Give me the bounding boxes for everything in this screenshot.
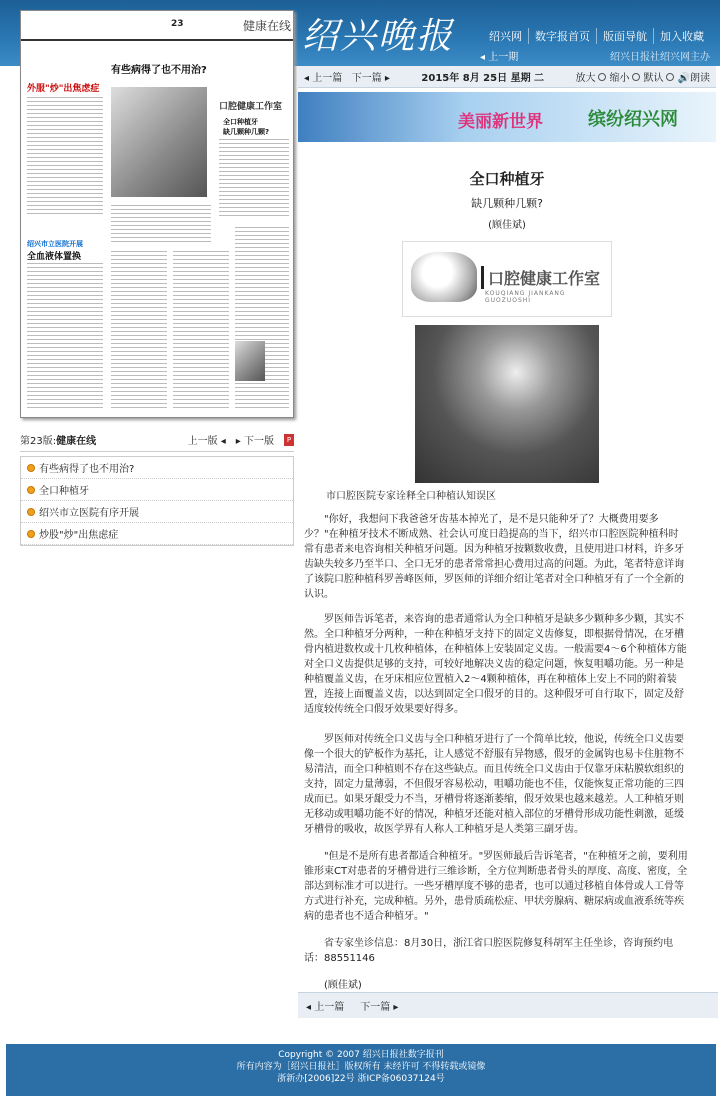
article-paragraph: "你好，我想问下我爸爸牙齿基本掉光了，是不是只能种牙了？大概费用要多少？"在种植牙技术不断成熟、社会认可度日趋提高的当下，绍兴市口腔医院种植科时常有患者来电咨询相关种植牙问题。因为种植牙按颗数收费，且使用进口材料，许多牙齿缺失较多乃至半口、全口无牙的患者常常担心费用过高的问题。为此，笔者特意详询了该院口腔种植科罗善峰医师，罗医师的详细介绍让笔者对全口种植牙有了一个全新的认识。 bbox=[304, 514, 684, 600]
issue-date: 2015年 8月 25日 星期 二 bbox=[421, 73, 545, 84]
thumb-col-sub: 全血液体置换 bbox=[27, 252, 82, 262]
thumb-photo-small bbox=[235, 341, 265, 381]
default-size-label: 默认 bbox=[643, 73, 664, 84]
next-article-label: 下一篇 bbox=[351, 73, 382, 84]
bottom-article-nav bbox=[298, 992, 718, 1018]
next-page-label: 下一版 bbox=[244, 436, 274, 447]
host-text: 绍兴日报社绍兴网主办 bbox=[610, 52, 710, 63]
next-article-link[interactable]: 下一篇 ▸ bbox=[351, 73, 390, 84]
list-item-label: 绍兴市立医院有序开展 bbox=[39, 508, 139, 519]
thumb-box-sub2: 缺几颗种几颗? bbox=[223, 128, 270, 136]
article-title: 全口种植牙 bbox=[469, 170, 545, 188]
nav-link-favorite[interactable]: 加入收藏 bbox=[653, 28, 710, 44]
thumb-text-block bbox=[235, 227, 289, 411]
bottom-next-link[interactable]: 下一篇 ▸ bbox=[360, 1002, 399, 1013]
zoom-in-button[interactable] bbox=[576, 69, 606, 84]
list-item[interactable] bbox=[21, 479, 293, 501]
studio-pinyin: KOUQIANG JIANKANG GUOZUOSHI bbox=[485, 290, 566, 304]
prev-article-label: 上一篇 bbox=[312, 73, 343, 84]
default-icon bbox=[666, 73, 674, 81]
list-item-label: 全口种植牙 bbox=[39, 486, 89, 497]
zoom-in-label: 放大 bbox=[575, 73, 596, 84]
list-item-label: 有些病得了也不用治? bbox=[39, 464, 135, 475]
page-bar-label: 第23版: bbox=[20, 436, 57, 447]
date-bar bbox=[298, 66, 716, 88]
list-item-label: 炒股"炒"出焦虑症 bbox=[39, 530, 119, 541]
list-item[interactable] bbox=[21, 457, 293, 479]
article-subtitle: 缺几颗种几颗? bbox=[471, 197, 543, 210]
article-list bbox=[20, 456, 294, 546]
list-item[interactable] bbox=[21, 523, 293, 545]
zoom-out-icon bbox=[632, 73, 640, 81]
site-footer bbox=[6, 1044, 716, 1096]
datebar-nav bbox=[304, 69, 390, 84]
article-photo bbox=[415, 325, 599, 483]
site-logo: 绍兴晚报 bbox=[302, 16, 455, 57]
thumb-text-block bbox=[111, 205, 211, 245]
article-paragraph: "但是不是所有患者都适合种植牙。"罗医师最后告诉笔者，"在种植牙之前，要利用锥形束CT对患者的牙槽骨进行三维诊断，全方位判断患者骨头的厚度、高度、密度，全部达到标准才可以进行。一些牙槽厚度不够的患者，也可以通过移植自体骨或人工骨等方式进行补充，完成种植。另外，患骨质疏松症、甲状旁腺病、糖尿病或血液系统等疾病的患者也不适合种植牙。" bbox=[304, 851, 688, 922]
thumb-text-block bbox=[27, 263, 103, 411]
pdf-icon[interactable]: P bbox=[284, 434, 294, 446]
article-paragraph: 罗医师告诉笔者，来咨询的患者通常认为全口种植牙是缺多少颗种多少颗，其实不然。全口种植牙分两种，一种在种植牙支持下的固定义齿修复，即根据骨情况，在牙槽骨内植进数枚或十几枚种植体，在种植体上安装固定义齿。一般需要4～6个种植体方能对全口义齿提供足够的支持，可较好地解决义齿的稳定问题，恢复咀嚼功能。另一种是种植覆盖义齿，在牙床相应位置植入2～4颗种植体，再在种植体上安上不同的附着装置，连接上面覆盖义齿，以达到固定全口假牙的目的。这种假牙可自行取下，固定及舒适度较传统全口假牙效果要好得多。 bbox=[304, 614, 687, 715]
article-paragraph: 罗医师对传统全口义齿与全口种植牙进行了一个简单比较，他说，传统全口义齿要像一个很大的铲板作为基托，让人感觉不舒服有异物感，假牙的金属钩也易卡住脏物不易清洁，而全口种植则不存在这些缺点。而且传统全口义齿由于仅靠牙床粘膜软组织的支持，固定力量薄弱，不但假牙容易松动，咀嚼功能也不佳，仅能恢复正常功能的三四成而已。如果牙龈受力不当，牙槽骨将逐渐萎缩，假牙效果也越来越差。人工种植牙则无移动或咀嚼功能不好的情况，种植牙还能对植入部位的牙槽骨形成功能性刺激，延缓牙槽骨的吸收，故医学界有人称人工种植牙是人类第三副牙齿。 bbox=[304, 734, 684, 835]
thumb-headline-2: 外服"炒"出焦虑症 bbox=[27, 84, 100, 94]
next-page-link[interactable]: ▸ 下一版 bbox=[235, 436, 274, 447]
bullet-icon bbox=[27, 530, 35, 538]
prev-issue-label: 上一期 bbox=[488, 52, 519, 63]
bullet-icon bbox=[27, 508, 35, 516]
bullet-icon bbox=[27, 486, 35, 494]
article-paragraph: 省专家坐诊信息：8月30日，浙江省口腔医院修复科胡军主任坐诊，咨询预约电话：88551146 bbox=[304, 938, 674, 964]
studio-logo-image bbox=[402, 241, 612, 317]
page-bar bbox=[20, 428, 294, 452]
article-column bbox=[298, 66, 716, 483]
zoom-out-label: 缩小 bbox=[609, 73, 630, 84]
zoom-out-button[interactable] bbox=[610, 69, 640, 84]
thumb-text-block bbox=[219, 139, 289, 219]
list-item[interactable] bbox=[21, 501, 293, 523]
article-signoff: (顾佳斌) bbox=[324, 980, 362, 991]
footer-license: 浙新办[2006]22号 浙ICP备06037124号 bbox=[277, 1074, 445, 1084]
page-bar-nav bbox=[188, 432, 294, 447]
page-bar-section: 健康在线 bbox=[56, 436, 97, 447]
read-aloud-label: 朗读 bbox=[689, 73, 710, 84]
tooth-icon bbox=[411, 252, 477, 302]
thumb-text-block bbox=[27, 97, 103, 217]
nav-link-pages[interactable]: 版面导航 bbox=[596, 28, 653, 44]
page-bar-title bbox=[20, 432, 96, 447]
speaker-icon: 🔊 bbox=[677, 73, 690, 84]
top-nav bbox=[483, 28, 710, 44]
photo-caption: 市口腔医院专家诠释全口种植认知误区 bbox=[326, 491, 496, 502]
thumb-box-sub: 全口种植牙 bbox=[223, 118, 258, 126]
bottom-prev-label: 上一篇 bbox=[314, 1002, 345, 1013]
default-size-button[interactable] bbox=[644, 69, 674, 84]
thumb-headline: 有些病得了也不用治? bbox=[111, 65, 207, 76]
nav-link-home[interactable]: 数字报首页 bbox=[528, 28, 596, 44]
prev-issue-link[interactable]: ◂ 上一期 bbox=[480, 52, 519, 63]
bullet-icon bbox=[27, 464, 35, 472]
zoom-in-icon bbox=[598, 73, 606, 81]
studio-title: 口腔健康工作室 bbox=[481, 266, 600, 289]
bottom-prev-link[interactable]: ◂ 上一篇 bbox=[306, 1002, 345, 1013]
ad-text-1: 美丽新世界 bbox=[458, 112, 543, 132]
page-thumbnail[interactable] bbox=[20, 10, 294, 418]
prev-article-link[interactable]: ◂ 上一篇 bbox=[304, 73, 343, 84]
prev-page-label: 上一版 bbox=[187, 436, 218, 447]
thumb-photo-main bbox=[111, 87, 207, 197]
thumb-page-number: 23 bbox=[171, 19, 184, 29]
nav-link-site[interactable]: 绍兴网 bbox=[489, 30, 522, 43]
thumb-text-block bbox=[111, 251, 167, 411]
prev-page-link[interactable]: 上一版 ◂ bbox=[187, 436, 226, 447]
footer-copyright: Copyright © 2007 绍兴日报社数字报刊 bbox=[278, 1050, 444, 1060]
thumb-box-title: 口腔健康工作室 bbox=[219, 102, 283, 112]
read-aloud-button[interactable] bbox=[678, 69, 710, 84]
bottom-next-label: 下一篇 bbox=[360, 1002, 391, 1013]
page-preview-column bbox=[20, 10, 294, 546]
text-tools bbox=[576, 69, 710, 84]
thumb-text-block bbox=[173, 251, 229, 411]
ad-banner[interactable] bbox=[298, 92, 716, 142]
article-author: (顾佳斌) bbox=[488, 220, 526, 231]
thumb-header-band bbox=[21, 11, 294, 41]
thumb-section: 健康在线 bbox=[243, 19, 292, 33]
ad-text-2: 缤纷绍兴网 bbox=[588, 109, 678, 130]
footer-rights: 所有内容为［绍兴日报社］版权所有 未经许可 不得转载或镜像 bbox=[236, 1062, 486, 1072]
thumb-col-title: 绍兴市立医院开展 bbox=[27, 240, 83, 248]
